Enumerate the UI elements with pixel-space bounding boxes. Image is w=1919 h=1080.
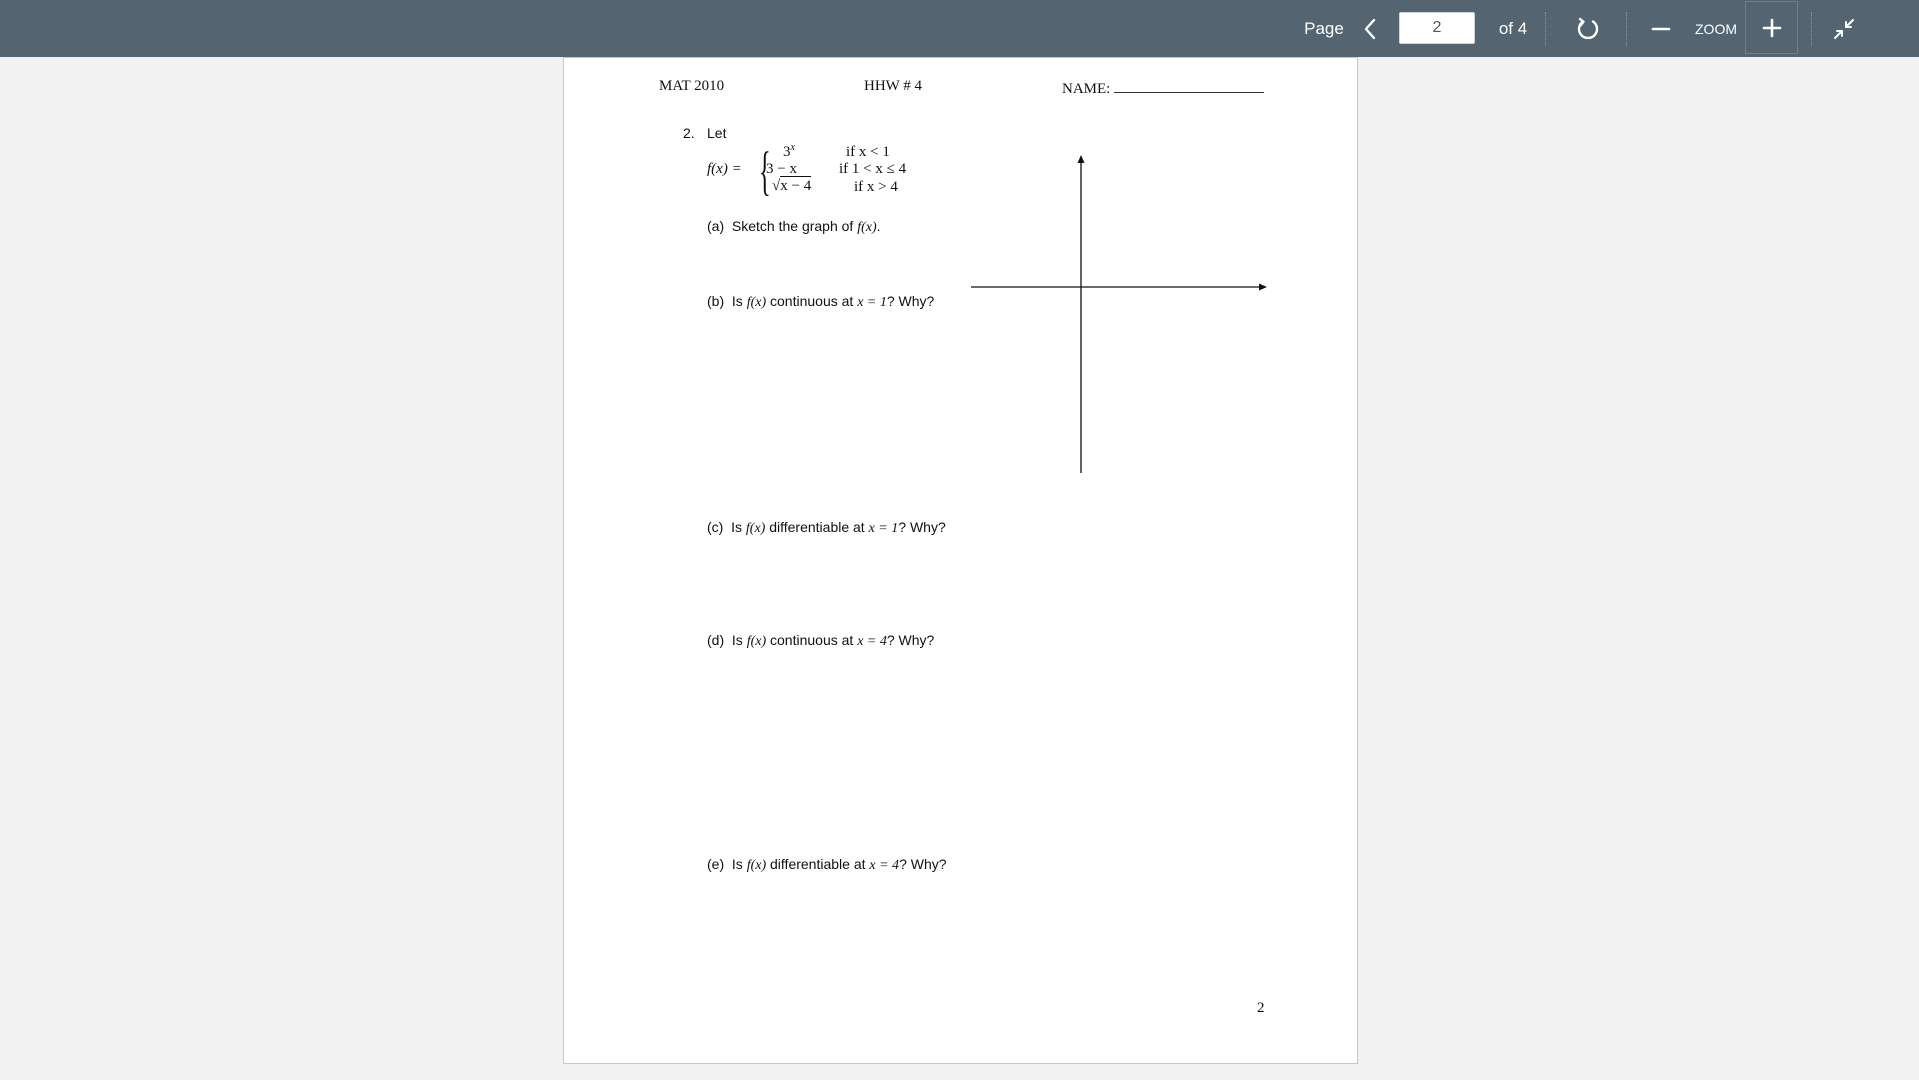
minus-icon [1651,19,1671,39]
name-label: NAME: [1062,81,1111,97]
total-pages-label: of 4 [1498,18,1528,38]
problem-intro: Let [707,125,727,141]
part-b: (b) Is f(x) continuous at x = 1? Why? [707,293,935,310]
assignment-title: HHW # 4 [864,78,923,94]
course-code: MAT 2010 [659,78,725,94]
page-number: 2 [1257,1000,1265,1016]
page-label: Page [1304,18,1344,38]
chevron-right-icon [1462,18,1476,40]
piece-2-expression: 3 − x [766,161,797,177]
chevron-left-icon [1363,18,1377,40]
x-axis-arrowhead [1259,284,1267,291]
rotate-button[interactable] [1566,0,1610,57]
sketch-axes [971,153,1271,473]
toolbar-divider [1545,12,1546,46]
viewer-toolbar [0,0,1919,57]
part-a: (a) Sketch the graph of f(x). [707,218,881,235]
part-d: (d) Is f(x) continuous at x = 4? Why? [707,632,935,649]
rotate-icon [1575,16,1601,42]
piece-3-expression: √x − 4 [772,178,812,194]
piecewise-brace: { [759,141,771,201]
y-axis-arrowhead [1078,155,1085,163]
function-lhs [707,161,742,178]
name-blank-line [1114,78,1264,93]
name-field [1062,78,1264,98]
plus-icon [1762,18,1782,38]
page-number-input[interactable]: 2 [1399,12,1475,44]
piece-3-condition: if x > 4 [854,179,898,195]
part-c: (c) Is f(x) differentiable at x = 1? Why? [707,519,946,536]
collapse-icon [1832,17,1856,41]
problem-number: 2. [683,125,695,141]
piece-1-expression: 3$^x$ [783,142,795,160]
zoom-out-button[interactable] [1639,0,1683,57]
next-page-button[interactable] [1447,0,1491,57]
zoom-in-button[interactable] [1745,1,1798,54]
previous-page-button[interactable] [1348,0,1392,57]
piece-2-condition: if 1 < x ≤ 4 [839,161,907,177]
toolbar-divider [1811,12,1812,46]
toolbar-divider [1626,12,1627,46]
part-e: (e) Is f(x) differentiable at x = 4? Why? [707,856,947,873]
exit-fullscreen-button[interactable] [1822,0,1866,57]
zoom-label: ZOOM [1695,20,1737,37]
function-lhs-text: f(x) = [707,161,742,177]
piece-1-condition: if x < 1 [846,144,890,160]
document-page [563,57,1358,1064]
